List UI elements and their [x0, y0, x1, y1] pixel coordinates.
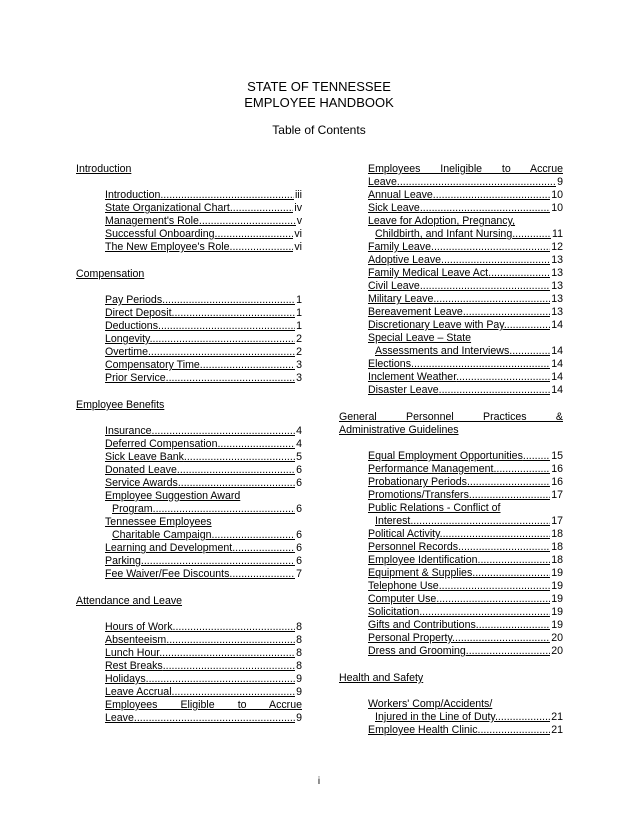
toc-entry[interactable]	[368, 606, 563, 619]
toc-entry-continuation[interactable]: Childbirth, and Infant Nursing .....	[368, 228, 551, 241]
toc-entry-row[interactable]	[105, 228, 302, 241]
toc-entry[interactable]	[105, 673, 302, 686]
toc-entry-row[interactable]	[105, 189, 302, 202]
toc-section-heading[interactable]: Compensation	[76, 268, 145, 280]
toc-entry[interactable]	[105, 647, 302, 660]
toc-page-number: 9	[296, 686, 302, 698]
toc-entry[interactable]	[105, 438, 302, 451]
toc-entry-row[interactable]	[368, 358, 563, 371]
toc-entry-continuation[interactable]: Leave .....	[105, 712, 295, 725]
toc-entry-label[interactable]: Elections .....	[368, 358, 550, 371]
toc-page-number: 8	[296, 634, 302, 646]
toc-entry-label[interactable]: Introduction .....	[105, 189, 294, 202]
toc-entry-row[interactable]	[105, 686, 302, 699]
toc-entry-label[interactable]: Donated Leave .....	[105, 464, 295, 477]
toc-entry-continuation-row[interactable]	[105, 712, 302, 725]
toc-entry-label[interactable]: Longevity .....	[105, 333, 295, 346]
toc-entry-label[interactable]: State Organizational Chart .....	[105, 202, 293, 215]
toc-entry-label[interactable]: Management's Role .....	[105, 215, 296, 228]
toc-entry-continuation-row[interactable]	[368, 176, 563, 189]
toc-entry-label[interactable]: Leave Accrual .....	[105, 686, 295, 699]
toc-entry[interactable]	[368, 189, 563, 202]
toc-entry[interactable]	[368, 619, 563, 632]
toc-entry-label[interactable]: Employees Eligible to Accrue	[105, 699, 302, 711]
toc-entry[interactable]	[105, 660, 302, 673]
toc-page-number: 1	[296, 294, 302, 306]
toc-page-number: 6	[296, 464, 302, 476]
toc-page-number: 18	[551, 554, 563, 566]
toc-entry-row[interactable]	[368, 724, 563, 737]
toc-entry[interactable]	[368, 280, 563, 293]
toc-entry[interactable]	[368, 384, 563, 397]
toc-entry-continuation[interactable]: Assessments and Interviews .....	[368, 345, 550, 358]
toc-entry-label[interactable]: Employee Identification .....	[368, 554, 550, 567]
toc-page-number: 14	[551, 358, 563, 370]
toc-entry-label[interactable]: Sick Leave Bank .....	[105, 451, 295, 464]
toc-entry-list	[76, 621, 302, 725]
toc-entry[interactable]	[368, 371, 563, 384]
toc-entry[interactable]	[105, 320, 302, 333]
toc-entry-row[interactable]	[368, 541, 563, 554]
toc-page-number: 8	[296, 660, 302, 672]
toc-page-number: 17	[551, 515, 563, 527]
toc-entry-label[interactable]: Deductions .....	[105, 320, 295, 333]
toc-section-heading[interactable]: Employee Benefits	[76, 399, 165, 411]
toc-entry-row[interactable]	[105, 673, 302, 686]
toc-entry-label[interactable]: Absenteeism .....	[105, 634, 295, 647]
handbook-title-line2: EMPLOYEE HANDBOOK	[244, 95, 394, 110]
toc-entry[interactable]	[368, 567, 563, 580]
toc-page-number: 13	[551, 254, 563, 266]
toc-entry-list	[339, 163, 563, 397]
toc-entry-row[interactable]	[105, 542, 302, 555]
toc-left-column	[76, 163, 302, 739]
toc-entry-label[interactable]: Dress and Grooming .....	[368, 645, 550, 658]
toc-entry-row[interactable]	[368, 632, 563, 645]
toc-entry[interactable]	[368, 241, 563, 254]
toc-page-number: vi	[294, 241, 302, 253]
toc-entry[interactable]	[368, 319, 563, 332]
toc-entry-label[interactable]: Civil Leave .....	[368, 280, 550, 293]
toc-page-number: v	[296, 215, 302, 227]
toc-entry-row[interactable]	[368, 528, 563, 541]
toc-entry[interactable]	[105, 372, 302, 385]
toc-entry[interactable]	[105, 542, 302, 555]
toc-page-number: 19	[551, 619, 563, 631]
toc-entry[interactable]	[105, 228, 302, 241]
toc-page-number: 14	[551, 345, 563, 357]
toc-entry-label[interactable]: Equipment & Supplies .....	[368, 567, 550, 580]
toc-page-number: 19	[551, 567, 563, 579]
toc-entry-row[interactable]	[105, 621, 302, 634]
toc-entry-label[interactable]: Holidays .....	[105, 673, 295, 686]
toc-entry-label[interactable]: Sick Leave .....	[368, 202, 550, 215]
toc-entry-row[interactable]	[368, 254, 563, 267]
toc-entry-label[interactable]: Lunch Hour .....	[105, 647, 295, 660]
toc-page-number: 16	[551, 463, 563, 475]
toc-entry-continuation[interactable]: Leave .....	[368, 176, 556, 189]
toc-entry[interactable]	[105, 490, 302, 516]
toc-entry[interactable]	[105, 241, 302, 254]
toc-entry-row[interactable]	[105, 464, 302, 477]
toc-entry-continuation-row[interactable]	[105, 529, 302, 542]
toc-entry-continuation-row[interactable]	[368, 228, 563, 241]
toc-section-heading-cont[interactable]: Administrative Guidelines	[339, 424, 459, 436]
toc-page-number: 9	[557, 176, 563, 188]
toc-page-number: 11	[552, 228, 563, 240]
toc-entry-label[interactable]: Leave for Adoption, Pregnancy,	[368, 215, 516, 227]
toc-entry-row[interactable]	[105, 477, 302, 490]
toc-entry-row[interactable]	[105, 568, 302, 581]
toc-entry-continuation-row[interactable]	[368, 515, 563, 528]
toc-entry-label[interactable]: Workers' Comp/Accidents/	[368, 698, 493, 710]
toc-entry-label[interactable]: Overtime .....	[105, 346, 295, 359]
toc-entry[interactable]	[105, 464, 302, 477]
toc-entry-label[interactable]: Probationary Periods .....	[368, 476, 550, 489]
toc-entry[interactable]	[368, 554, 563, 567]
toc-entry[interactable]	[368, 332, 563, 358]
toc-entry[interactable]	[368, 698, 563, 724]
toc-page-number: 6	[296, 542, 302, 554]
toc-page-number: 19	[551, 606, 563, 618]
toc-entry-row[interactable]	[368, 267, 563, 280]
toc-page-number: 13	[551, 306, 563, 318]
toc-entry-label[interactable]: Adoptive Leave .....	[368, 254, 550, 267]
toc-entry[interactable]	[105, 699, 302, 725]
toc-page-number: 5	[296, 451, 302, 463]
toc-entry-continuation-row[interactable]	[105, 503, 302, 516]
toc-page-number: 6	[296, 503, 302, 515]
toc-page-number: 14	[551, 371, 563, 383]
toc-page-number: 6	[296, 555, 302, 567]
toc-entry[interactable]	[368, 476, 563, 489]
toc-page-number: 7	[296, 568, 302, 580]
toc-page-number: 13	[551, 267, 563, 279]
toc-entry-label[interactable]: Direct Deposit .....	[105, 307, 295, 320]
toc-page-number: 12	[551, 241, 563, 253]
toc-entry[interactable]	[368, 293, 563, 306]
toc-entry-row[interactable]	[368, 306, 563, 319]
toc-entry-label[interactable]: Promotions/Transfers .....	[368, 489, 550, 502]
toc-entry[interactable]	[368, 593, 563, 606]
toc-page-number: 1	[296, 307, 302, 319]
toc-entry-label[interactable]: Successful Onboarding .....	[105, 228, 293, 241]
toc-entry-label[interactable]: Military Leave .....	[368, 293, 550, 306]
toc-entry-label[interactable]: Performance Management .....	[368, 463, 550, 476]
toc-entry-row[interactable]	[105, 241, 302, 254]
toc-entry[interactable]	[105, 333, 302, 346]
toc-entry-label[interactable]: Solicitation .....	[368, 606, 550, 619]
toc-entry[interactable]	[368, 580, 563, 593]
toc-entry-row[interactable]	[368, 619, 563, 632]
toc-page-number: 18	[551, 541, 563, 553]
toc-entry-row[interactable]	[105, 647, 302, 660]
toc-entry[interactable]	[105, 568, 302, 581]
toc-page-number: 20	[551, 645, 563, 657]
toc-entry-list	[339, 698, 563, 737]
toc-entry[interactable]	[368, 163, 563, 189]
toc-entry[interactable]	[368, 502, 563, 528]
toc-entry-row[interactable]	[105, 202, 302, 215]
toc-entry-label[interactable]: Employee Health Clinic .....	[368, 724, 550, 737]
toc-entry-row[interactable]	[368, 580, 563, 593]
toc-entry-label[interactable]: Deferred Compensation .....	[105, 438, 295, 451]
toc-page-number: vi	[294, 228, 302, 240]
toc-page-number: 13	[551, 293, 563, 305]
toc-entry-row[interactable]	[105, 359, 302, 372]
toc-entry-row[interactable]	[105, 438, 302, 451]
toc-page-number: 15	[551, 450, 563, 462]
toc-page-number: 19	[551, 593, 563, 605]
toc-entry[interactable]	[368, 724, 563, 737]
toc-entry-label[interactable]: Personnel Records .....	[368, 541, 550, 554]
toc-entry-label[interactable]: Public Relations - Conflict of	[368, 502, 501, 514]
toc-entry-row[interactable]	[368, 293, 563, 306]
toc-entry-row[interactable]	[105, 451, 302, 464]
toc-entry-row[interactable]	[368, 593, 563, 606]
toc-page-number: 2	[296, 333, 302, 345]
toc-entry-label[interactable]: Family Leave .....	[368, 241, 550, 254]
toc-entry[interactable]	[368, 306, 563, 319]
toc-entry-row[interactable]	[105, 307, 302, 320]
toc-entry[interactable]	[105, 516, 302, 542]
toc-entry-row[interactable]	[368, 384, 563, 397]
toc-entry-label[interactable]: Parking .....	[105, 555, 295, 568]
toc-entry[interactable]	[105, 621, 302, 634]
toc-entry-row[interactable]	[105, 333, 302, 346]
toc-entry-label[interactable]: Tennessee Employees	[105, 516, 212, 528]
toc-section-heading[interactable]: Health and Safety	[339, 672, 424, 684]
toc-entry-row[interactable]	[368, 450, 563, 463]
toc-section-heading[interactable]: General Personnel Practices &	[339, 411, 563, 423]
toc-entry-row[interactable]	[368, 476, 563, 489]
toc-entry-label[interactable]: Compensatory Time .....	[105, 359, 295, 372]
toc-entry[interactable]	[368, 528, 563, 541]
toc-page-number: 14	[551, 384, 563, 396]
toc-entry-label[interactable]: Insurance .....	[105, 425, 295, 438]
toc-entry[interactable]	[105, 686, 302, 699]
toc-entry[interactable]	[368, 645, 563, 658]
toc-page-number: iv	[294, 202, 302, 214]
toc-entry-row[interactable]	[368, 202, 563, 215]
toc-entry[interactable]	[105, 451, 302, 464]
toc-page-number: 16	[551, 476, 563, 488]
toc-page-number: 8	[296, 621, 302, 633]
toc-entry[interactable]	[105, 215, 302, 228]
toc-entry-row[interactable]	[368, 606, 563, 619]
toc-entry-label[interactable]: Annual Leave .....	[368, 189, 550, 202]
toc-entry-label[interactable]: Service Awards .....	[105, 477, 295, 490]
page-number: i	[317, 776, 321, 787]
toc-page-number: 10	[551, 202, 563, 214]
handbook-title-line1: STATE OF TENNESSEE	[247, 79, 391, 94]
toc-entry[interactable]	[368, 267, 563, 280]
toc-entry-label[interactable]: Pay Periods .....	[105, 294, 295, 307]
toc-page-number: 21	[551, 724, 563, 736]
toc-entry-label[interactable]: Fee Waiver/Fee Discounts .....	[105, 568, 295, 581]
toc-entry[interactable]	[105, 555, 302, 568]
toc-entry[interactable]	[368, 358, 563, 371]
toc-page-number: 20	[551, 632, 563, 644]
toc-entry-row[interactable]	[368, 567, 563, 580]
toc-entry[interactable]	[368, 215, 563, 241]
toc-entry-continuation[interactable]: Program .....	[105, 503, 295, 516]
toc-entry-row[interactable]	[105, 320, 302, 333]
toc-entry[interactable]	[105, 202, 302, 215]
toc-entry-list	[76, 425, 302, 581]
toc-entry-label[interactable]: The New Employee's Role .....	[105, 241, 293, 254]
toc-entry[interactable]	[105, 477, 302, 490]
toc-entry[interactable]	[368, 489, 563, 502]
toc-entry-label[interactable]: Computer Use .....	[368, 593, 550, 606]
toc-entry-row[interactable]	[105, 660, 302, 673]
toc-entry-row[interactable]	[105, 346, 302, 359]
toc-entry-label[interactable]: Disaster Leave .....	[368, 384, 550, 397]
toc-entry-row[interactable]	[368, 371, 563, 384]
toc-page-number: 9	[296, 673, 302, 685]
toc-entry-row[interactable]	[368, 489, 563, 502]
toc-entry-row[interactable]	[368, 189, 563, 202]
toc-entry-row[interactable]	[105, 372, 302, 385]
toc-entry-label[interactable]: Inclement Weather .....	[368, 371, 550, 384]
toc-entry-list	[76, 294, 302, 385]
toc-page-number: 21	[551, 711, 563, 723]
toc-entry-list	[339, 450, 563, 658]
toc-page-number: 14	[551, 319, 563, 331]
toc-entry[interactable]	[368, 450, 563, 463]
toc-entry-label[interactable]: Employees Ineligible to Accrue	[368, 163, 563, 175]
toc-section-heading[interactable]: Introduction	[76, 163, 132, 175]
toc-page-number: 19	[551, 580, 563, 592]
toc-heading: Table of Contents	[272, 123, 366, 137]
toc-entry-row[interactable]	[368, 554, 563, 567]
toc-entry-label[interactable]: Telephone Use .....	[368, 580, 550, 593]
toc-entry-row[interactable]	[105, 555, 302, 568]
toc-entry-label[interactable]: Personal Property .....	[368, 632, 550, 645]
toc-page-number: 9	[296, 712, 302, 724]
toc-section-heading[interactable]: Attendance and Leave	[76, 595, 183, 607]
toc-page-number: 1	[296, 320, 302, 332]
toc-entry[interactable]	[368, 541, 563, 554]
toc-entry-label[interactable]: Equal Employment Opportunities .....	[368, 450, 550, 463]
toc-entry-label[interactable]: Learning and Development .....	[105, 542, 295, 555]
toc-entry-label[interactable]: Prior Service .....	[105, 372, 295, 385]
toc-entry[interactable]	[105, 425, 302, 438]
toc-entry-list	[76, 189, 302, 254]
toc-page-number: iii	[294, 189, 302, 201]
toc-entry-label[interactable]: Special Leave – State	[368, 332, 472, 344]
toc-entry-continuation-row[interactable]	[368, 345, 563, 358]
toc-entry-label[interactable]: Family Medical Leave Act .....	[368, 267, 550, 280]
toc-entry-label[interactable]: Bereavement Leave .....	[368, 306, 550, 319]
toc-right-column	[339, 163, 563, 751]
toc-page-number: 3	[296, 372, 302, 384]
toc-entry[interactable]	[105, 634, 302, 647]
toc-page-number: 4	[296, 425, 302, 437]
toc-entry-continuation[interactable]: Charitable Campaign .....	[105, 529, 295, 542]
toc-entry-continuation-row[interactable]	[368, 711, 563, 724]
toc-entry-continuation[interactable]: Interest .....	[368, 515, 550, 528]
toc-page-number: 6	[296, 529, 302, 541]
toc-page-number: 6	[296, 477, 302, 489]
toc-page-number: 4	[296, 438, 302, 450]
toc-entry[interactable]	[368, 463, 563, 476]
toc-entry-row[interactable]	[105, 294, 302, 307]
toc-page-number: 8	[296, 647, 302, 659]
toc-page-number: 18	[551, 528, 563, 540]
toc-entry-label[interactable]: Hours of Work .....	[105, 621, 295, 634]
toc-entry-row[interactable]	[368, 463, 563, 476]
toc-page-number: 2	[296, 346, 302, 358]
toc-entry-label[interactable]: Political Activity .....	[368, 528, 550, 541]
toc-entry[interactable]	[105, 346, 302, 359]
toc-entry-row[interactable]	[368, 241, 563, 254]
toc-entry-row[interactable]	[368, 280, 563, 293]
toc-page-number: 10	[551, 189, 563, 201]
toc-page-number: 17	[551, 489, 563, 501]
toc-entry[interactable]	[105, 294, 302, 307]
toc-entry-label[interactable]: Employee Suggestion Award	[105, 490, 241, 502]
toc-entry-continuation[interactable]: Injured in the Line of Duty .....	[368, 711, 550, 724]
toc-entry[interactable]	[105, 359, 302, 372]
toc-entry-row[interactable]	[105, 215, 302, 228]
toc-entry-row[interactable]	[368, 645, 563, 658]
toc-entry-row[interactable]	[105, 634, 302, 647]
toc-page-number: 3	[296, 359, 302, 371]
toc-entry[interactable]	[105, 189, 302, 202]
toc-entry-label[interactable]: Rest Breaks .....	[105, 660, 295, 673]
toc-entry[interactable]	[368, 254, 563, 267]
toc-entry-row[interactable]	[368, 319, 563, 332]
toc-entry[interactable]	[368, 632, 563, 645]
toc-entry-label[interactable]: Gifts and Contributions .....	[368, 619, 550, 632]
toc-entry-label[interactable]: Discretionary Leave with Pay .....	[368, 319, 550, 332]
toc-entry-row[interactable]	[105, 425, 302, 438]
toc-entry[interactable]	[105, 307, 302, 320]
toc-page-number: 13	[551, 280, 563, 292]
toc-entry[interactable]	[368, 202, 563, 215]
